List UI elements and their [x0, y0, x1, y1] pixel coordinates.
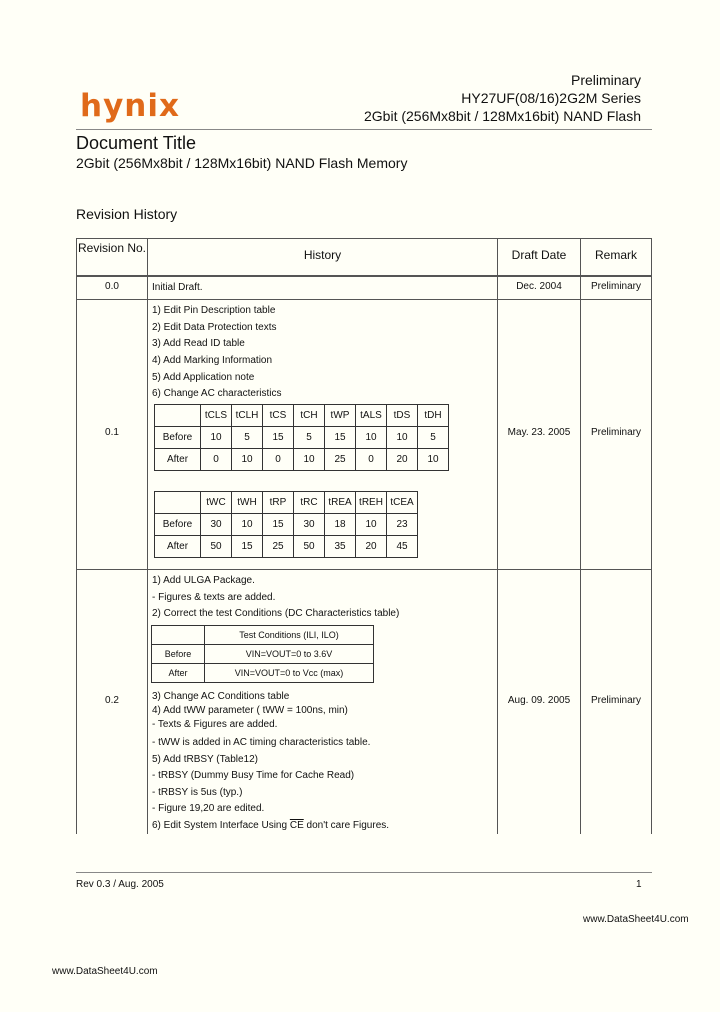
ac2-a6: 20 [356, 536, 387, 558]
history-line: 2) Edit Data Protection texts [152, 321, 277, 333]
ac2-b3: 15 [263, 514, 294, 536]
row-remark-0-0: Preliminary [590, 281, 641, 292]
history-line: 5) Add tRBSY (Table12) [152, 753, 258, 765]
col-header-remark: Remark [594, 248, 637, 262]
ac1-b7: 10 [387, 427, 418, 449]
history-line: - Figures & texts are added. [152, 591, 276, 603]
ac1-h6: tALS [356, 405, 387, 427]
header-rule [76, 129, 652, 130]
history-line: - tWW is added in AC timing characteristics table. [152, 737, 371, 748]
document-subtitle: 2Gbit (256Mx8bit / 128Mx16bit) NAND Flash Memory [76, 155, 408, 171]
ac-table-2 [154, 491, 418, 558]
ac2-b5: 18 [325, 514, 356, 536]
ac2-h6: tREH [356, 492, 387, 514]
ac2-h2: tWH [232, 492, 263, 514]
ac1-a2: 10 [232, 449, 263, 471]
hynix-logo: hynix [80, 88, 180, 124]
ac1-h7: tDS [387, 405, 418, 427]
ac2-b6: 10 [356, 514, 387, 536]
ac1-b6: 10 [356, 427, 387, 449]
ac2-h7: tCEA [387, 492, 418, 514]
row-history-0-2b [152, 690, 370, 819]
col-header-history: History [303, 248, 342, 262]
tc-after-value: VIN=VOUT=0 to Vcc (max) [205, 664, 374, 683]
ac1-h3: tCS [263, 405, 294, 427]
ac2-a5: 35 [325, 536, 356, 558]
header-preliminary: Preliminary [570, 72, 641, 88]
history-line: 4) Add tWW parameter ( tWW = 100ns, min) [152, 705, 348, 716]
ac2-h4: tRC [294, 492, 325, 514]
ac2-b1: 30 [201, 514, 232, 536]
ac1-a4: 10 [294, 449, 325, 471]
ac1-h5: tWP [325, 405, 356, 427]
ac2-a4: 50 [294, 536, 325, 558]
row-remark-0-1: Preliminary [590, 427, 641, 438]
history-line: 1) Edit Pin Description table [152, 305, 276, 316]
ac1-a5: 25 [325, 449, 356, 471]
ac1-a8: 10 [418, 449, 449, 471]
row-history-0-2a [152, 574, 399, 624]
ac2-b4: 30 [294, 514, 325, 536]
row-rev-0-1: 0.1 [105, 427, 119, 438]
ac2-h3: tRP [263, 492, 294, 514]
history-text: 6) Edit System Interface Using [152, 820, 290, 831]
ac1-b8: 5 [418, 427, 449, 449]
ac2-a3: 25 [263, 536, 294, 558]
tc-header: Test Conditions (ILI, ILO) [205, 626, 374, 645]
history-line: 6) Change AC characteristics [152, 388, 282, 400]
ac2-a2: 15 [232, 536, 263, 558]
history-line: 3) Add Read ID table [152, 338, 245, 350]
ac2-a0: After [155, 536, 201, 558]
ac1-a6: 0 [356, 449, 387, 471]
ac1-h2: tCLH [232, 405, 263, 427]
row-rev-0-2: 0.2 [105, 695, 119, 706]
history-line: - Texts & Figures are added. [152, 719, 278, 730]
footer-revision: Rev 0.3 / Aug. 2005 [76, 879, 164, 890]
ac2-a7: 45 [387, 536, 418, 558]
history-line: 4) Add Marking Information [152, 355, 273, 367]
row-date-0-0: Dec. 2004 [516, 281, 562, 292]
revision-history-heading: Revision History [76, 206, 178, 222]
ac2-h0 [155, 492, 201, 514]
ac1-h8: tDH [418, 405, 449, 427]
row-date-0-2: Aug. 09. 2005 [507, 695, 571, 706]
tc-before-value: VIN=VOUT=0 to 3.6V [205, 645, 374, 664]
ac1-b0: Before [155, 427, 201, 449]
history-line: 3) Change AC Conditions table [152, 691, 290, 702]
ac1-a0: After [155, 449, 201, 471]
ac1-b2: 5 [232, 427, 263, 449]
header-description: 2Gbit (256Mx8bit / 128Mx16bit) NAND Flash [364, 108, 641, 124]
ac1-b1: 10 [201, 427, 232, 449]
col-header-draft-date: Draft Date [511, 248, 567, 262]
test-conditions-table [151, 625, 374, 683]
history-line: - tRBSY is 5us (typ.) [152, 786, 243, 798]
tc-before-label: Before [152, 645, 205, 664]
watermark-link-left[interactable]: www.DataSheet4U.com [52, 966, 158, 977]
footer-rule [76, 872, 652, 873]
document-title: Document Title [76, 133, 197, 153]
watermark-link-right[interactable]: www.DataSheet4U.com [583, 914, 689, 925]
ac1-h1: tCLS [201, 405, 232, 427]
ac1-b5: 15 [325, 427, 356, 449]
history-line: - Figure 19,20 are edited. [152, 803, 265, 814]
ac2-b2: 10 [232, 514, 263, 536]
tc-corner [152, 626, 205, 645]
ac1-a3: 0 [263, 449, 294, 471]
ac2-a1: 50 [201, 536, 232, 558]
ac1-h0 [155, 405, 201, 427]
col-header-revision: Revision No. [77, 241, 147, 255]
ac-table-1 [154, 404, 449, 471]
ac2-b7: 23 [387, 514, 418, 536]
ac1-a1: 0 [201, 449, 232, 471]
ac1-a7: 20 [387, 449, 418, 471]
row-history-0-0: Initial Draft. [152, 282, 203, 293]
history-line: 5) Add Application note [152, 371, 255, 383]
row-date-0-1: May. 23. 2005 [507, 427, 571, 438]
history-text: don't care Figures. [303, 820, 390, 831]
ce-signal: $\overline{CE}$ [289, 820, 304, 831]
ac1-h4: tCH [294, 405, 325, 427]
ac1-b4: 5 [294, 427, 325, 449]
ac2-h1: tWC [201, 492, 232, 514]
ac2-h5: tREA [325, 492, 356, 514]
row-rev-0-0: 0.0 [105, 281, 119, 292]
tc-after-label: After [152, 664, 205, 683]
history-line: - tRBSY (Dummy Busy Time for Cache Read) [152, 770, 355, 781]
history-line: 2) Correct the test Conditions (DC Characteristics table) [152, 608, 400, 619]
row-history-0-2c [152, 819, 389, 832]
header-part-number: HY27UF(08/16)2G2M Series [461, 90, 641, 106]
ac2-b0: Before [155, 514, 201, 536]
ac1-b3: 15 [263, 427, 294, 449]
row-history-0-1 [152, 304, 282, 404]
row-remark-0-2: Preliminary [590, 695, 641, 706]
history-line: 1) Add ULGA Package. [152, 575, 255, 586]
page-number: 1 [636, 879, 642, 890]
